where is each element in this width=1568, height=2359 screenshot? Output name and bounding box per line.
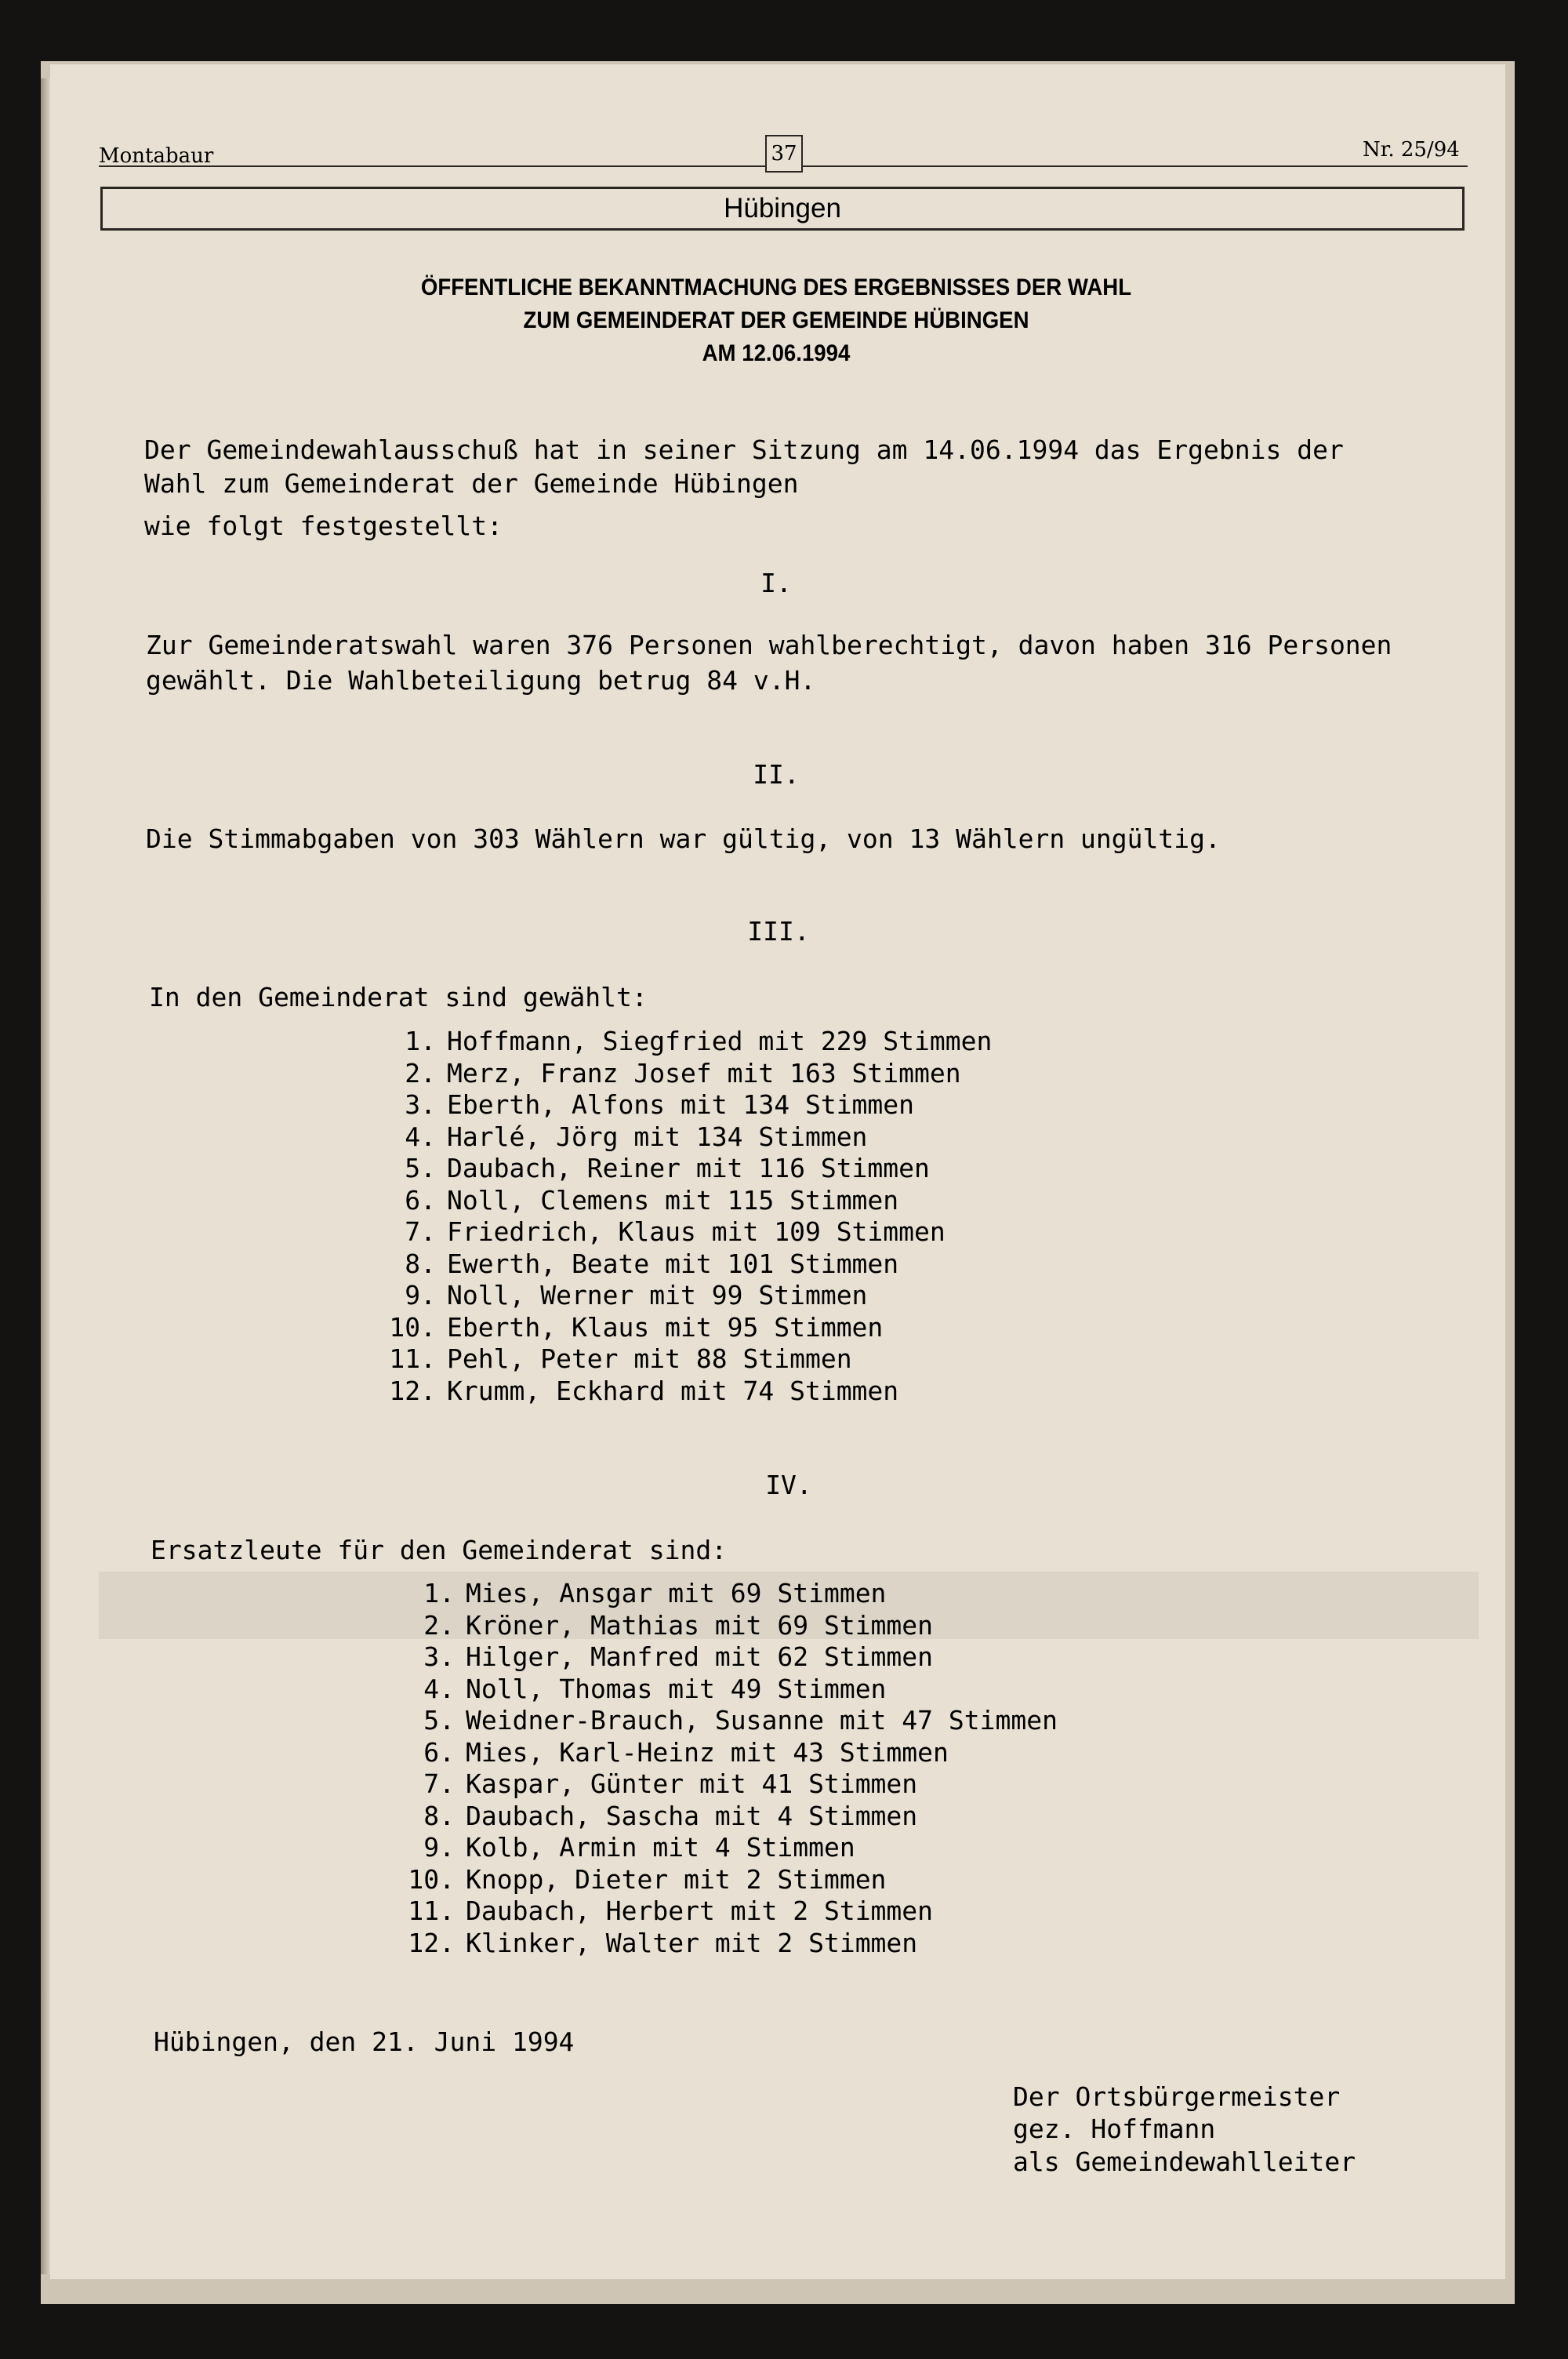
section-title-box: Hübingen	[100, 187, 1465, 231]
headline-line-1: ÖFFENTLICHE BEKANNTMACHUNG DES ERGEBNISSES DER WAHL	[420, 274, 1132, 300]
intro-line-3: wie folgt festgestellt:	[144, 511, 503, 541]
list-item: 4. Harlé, Jörg mit 134 Stimmen	[405, 1121, 868, 1152]
list-item: 1. Mies, Ansgar mit 69 Stimmen	[423, 1578, 887, 1608]
list-item: 12. Klinker, Walter mit 2 Stimmen	[408, 1927, 918, 1958]
section-1-line-1: Zur Gemeinderatswahl waren 376 Personen wahlberechtigt, davon haben 316 Personen	[146, 630, 1392, 660]
list-item: 10. Eberth, Klaus mit 95 Stimmen	[389, 1311, 884, 1343]
list-item: 1. Hoffmann, Siegfried mit 229 Stimmen	[405, 1026, 993, 1056]
section-1-line-2: gewählt. Die Wahlbeteiligung betrug 84 v.H.	[146, 665, 816, 696]
list-item: 7. Friedrich, Klaus mit 109 Stimmen	[405, 1216, 946, 1247]
substitute-list	[406, 1578, 1058, 1959]
list-item: 11. Pehl, Peter mit 88 Stimmen	[389, 1343, 852, 1374]
page-stack-edge	[41, 78, 50, 2274]
list-item: 7. Kaspar, Günter mit 41 Stimmen	[423, 1768, 918, 1799]
elected-list	[387, 1026, 992, 1407]
place-date: Hübingen, den 21. Juni 1994	[154, 2026, 575, 2057]
headline-line-2: ZUM GEMEINDERAT DER GEMEINDE HÜBINGEN	[523, 307, 1029, 333]
list-item: 5. Daubach, Reiner mit 116 Stimmen	[405, 1153, 930, 1183]
issue-number: Nr. 25/94	[1363, 138, 1460, 162]
list-item: 3. Eberth, Alfons mit 134 Stimmen	[405, 1089, 915, 1120]
list-item: 11. Daubach, Herbert mit 2 Stimmen	[408, 1896, 934, 1926]
signature-line-3: als Gemeindewahlleiter	[1013, 2146, 1356, 2177]
list-item: 2. Kröner, Mathias mit 69 Stimmen	[423, 1609, 934, 1641]
list-item: 6. Mies, Karl-Heinz mit 43 Stimmen	[423, 1736, 949, 1768]
section-3-intro: In den Gemeinderat sind gewählt:	[149, 982, 648, 1012]
list-item: 6. Noll, Clemens mit 115 Stimmen	[405, 1184, 899, 1216]
list-item: 2. Merz, Franz Josef mit 163 Stimmen	[405, 1057, 961, 1089]
intro-line-1: Der Gemeindewahlausschuß hat in seiner Sitzung am 14.06.1994 das Ergebnis der	[144, 434, 1344, 465]
header-town: Montabaur	[99, 144, 214, 168]
list-item: 3. Hilger, Manfred mit 62 Stimmen	[423, 1641, 934, 1672]
list-item: 8. Daubach, Sascha mit 4 Stimmen	[423, 1800, 918, 1831]
list-item: 5. Weidner-Brauch, Susanne mit 47 Stimmen	[423, 1705, 1058, 1736]
list-item: 8. Ewerth, Beate mit 101 Stimmen	[405, 1248, 899, 1279]
section-2-heading: II.	[753, 759, 800, 790]
headline-line-3: AM 12.06.1994	[702, 340, 851, 366]
list-item: 9. Noll, Werner mit 99 Stimmen	[405, 1280, 868, 1310]
intro-line-2: Wahl zum Gemeinderat der Gemeinde Hübingen	[144, 468, 799, 499]
headline	[156, 271, 1396, 370]
list-item: 4. Noll, Thomas mit 49 Stimmen	[423, 1673, 887, 1704]
section-3-heading: III.	[747, 916, 810, 947]
list-item: 10. Knopp, Dieter mit 2 Stimmen	[408, 1863, 887, 1895]
list-item: 9. Kolb, Armin mit 4 Stimmen	[423, 1832, 855, 1863]
list-item: 12. Krumm, Eckhard mit 74 Stimmen	[389, 1375, 899, 1406]
signature-line-2: gez. Hoffmann	[1013, 2114, 1216, 2144]
section-2-text: Die Stimmabgaben von 303 Wählern war gültig, von 13 Wählern ungültig.	[146, 823, 1221, 854]
page-number: 37	[765, 135, 803, 173]
signature-line-1: Der Ortsbürgermeister	[1013, 2081, 1341, 2112]
section-1-heading: I.	[760, 568, 792, 598]
section-4-intro: Ersatzleute für den Gemeinderat sind:	[151, 1535, 728, 1565]
section-4-heading: IV.	[765, 1470, 812, 1500]
